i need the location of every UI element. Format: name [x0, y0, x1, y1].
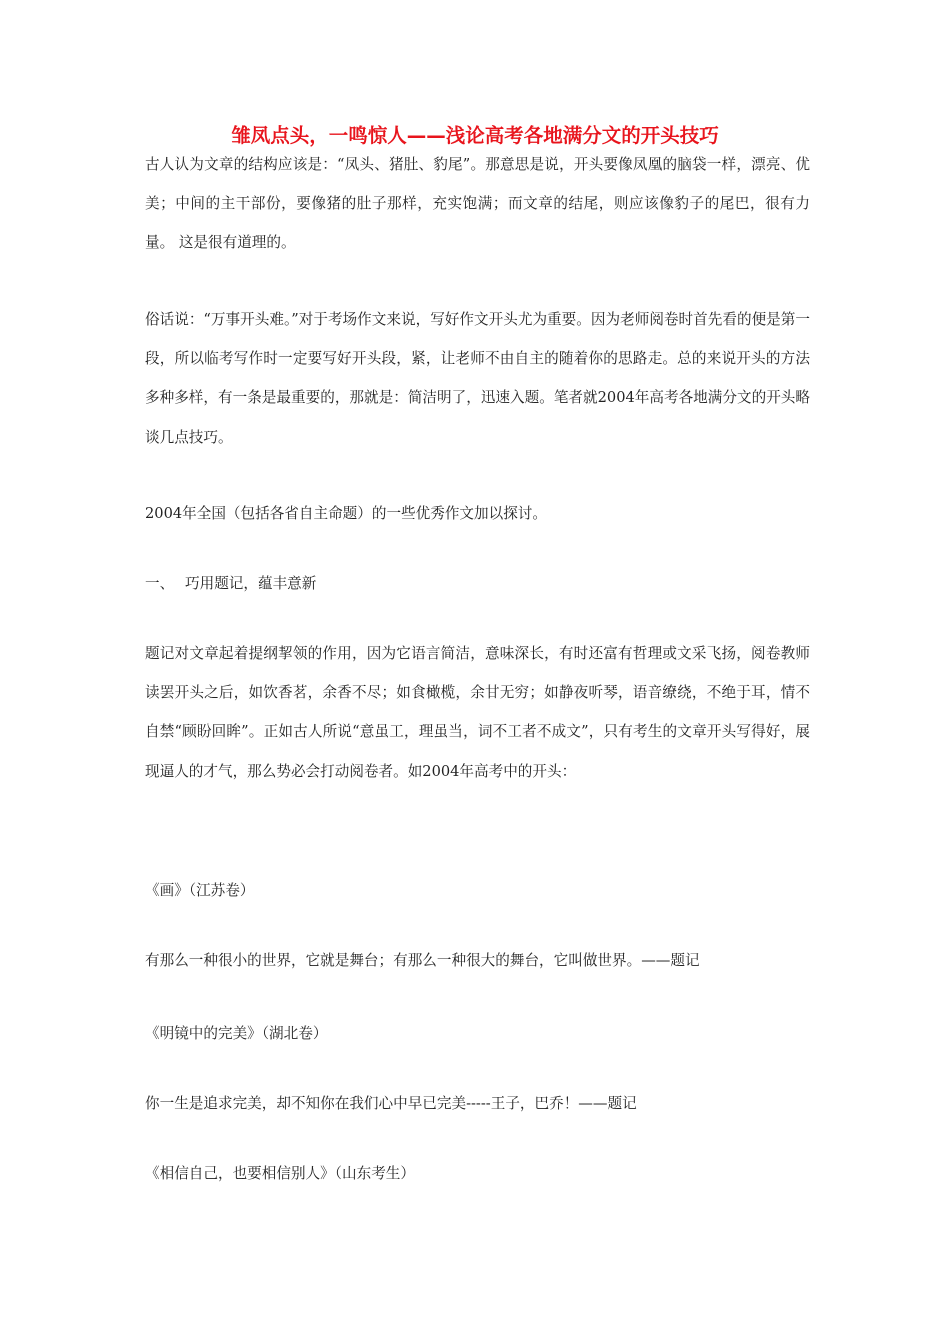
- paragraph-intro-2004: 2004年全国（包括各省自主命题）的一些优秀作文加以探讨。: [145, 505, 547, 522]
- example-text-hubei: 你一生是追求完美，却不知你在我们心中早已完美-----王子，巴乔！——题记: [145, 1095, 637, 1112]
- example-title-hubei: 《明镜中的完美》（湖北卷）: [145, 1025, 328, 1042]
- example-title-jiangsu: 《画》（江苏卷）: [145, 882, 255, 899]
- paragraph-epigraph-technique: 题记对文章起着提纲挈领的作用，因为它语言简洁，意味深长，有时还富有哲理或文采飞扬，阅卷教师读罢开头之后，如饮香茗，余香不尽；如食橄榄，余甘无穷；如静夜听琴，语音缭绕，不绝于耳，情不自禁“顾盼回眸”。正如古人所说“意虽工，理虽当，词不工者不成文”，只有考生的文章开头写得好，展现逼人的才气，那么势必会打动阅卷者。如2004年高考中的开头：: [145, 645, 810, 780]
- section-title: 巧用题记，蕴丰意新: [185, 575, 317, 592]
- example-title-shandong: 《相信自己，也要相信别人》（山东考生）: [145, 1165, 415, 1182]
- section-heading: [145, 564, 316, 603]
- document-title: 雏凤点头，一鸣惊人——浅论高考各地满分文的开头技巧: [231, 124, 719, 147]
- example-text-jiangsu: 有那么一种很小的世界，它就是舞台；有那么一种很大的舞台，它叫做世界。——题记: [145, 952, 700, 969]
- section-number: 一、: [145, 575, 175, 592]
- paragraph-opening-importance: 俗话说：“万事开头难。”对于考场作文来说，写好作文开头尤为重要。因为老师阅卷时首先看的便是第一段，所以临考写作时一定要写好开头段，紧，让老师不由自主的随着你的思路走。总的来说开头的方法多种多样，有一条是最重要的，那就是：简洁明了，迅速入题。笔者就2004年高考各地满分文的开头略谈几点技巧。: [145, 311, 810, 446]
- paragraph-structure: 古人认为文章的结构应该是：“凤头、猪肚、豹尾”。那意思是说，开头要像凤凰的脑袋一样，漂亮、优美；中间的主干部份，要像猪的肚子那样，充实饱满；而文章的结尾，则应该像豹子的尾巴，很有力量。 这是很有道理的。: [145, 156, 810, 252]
